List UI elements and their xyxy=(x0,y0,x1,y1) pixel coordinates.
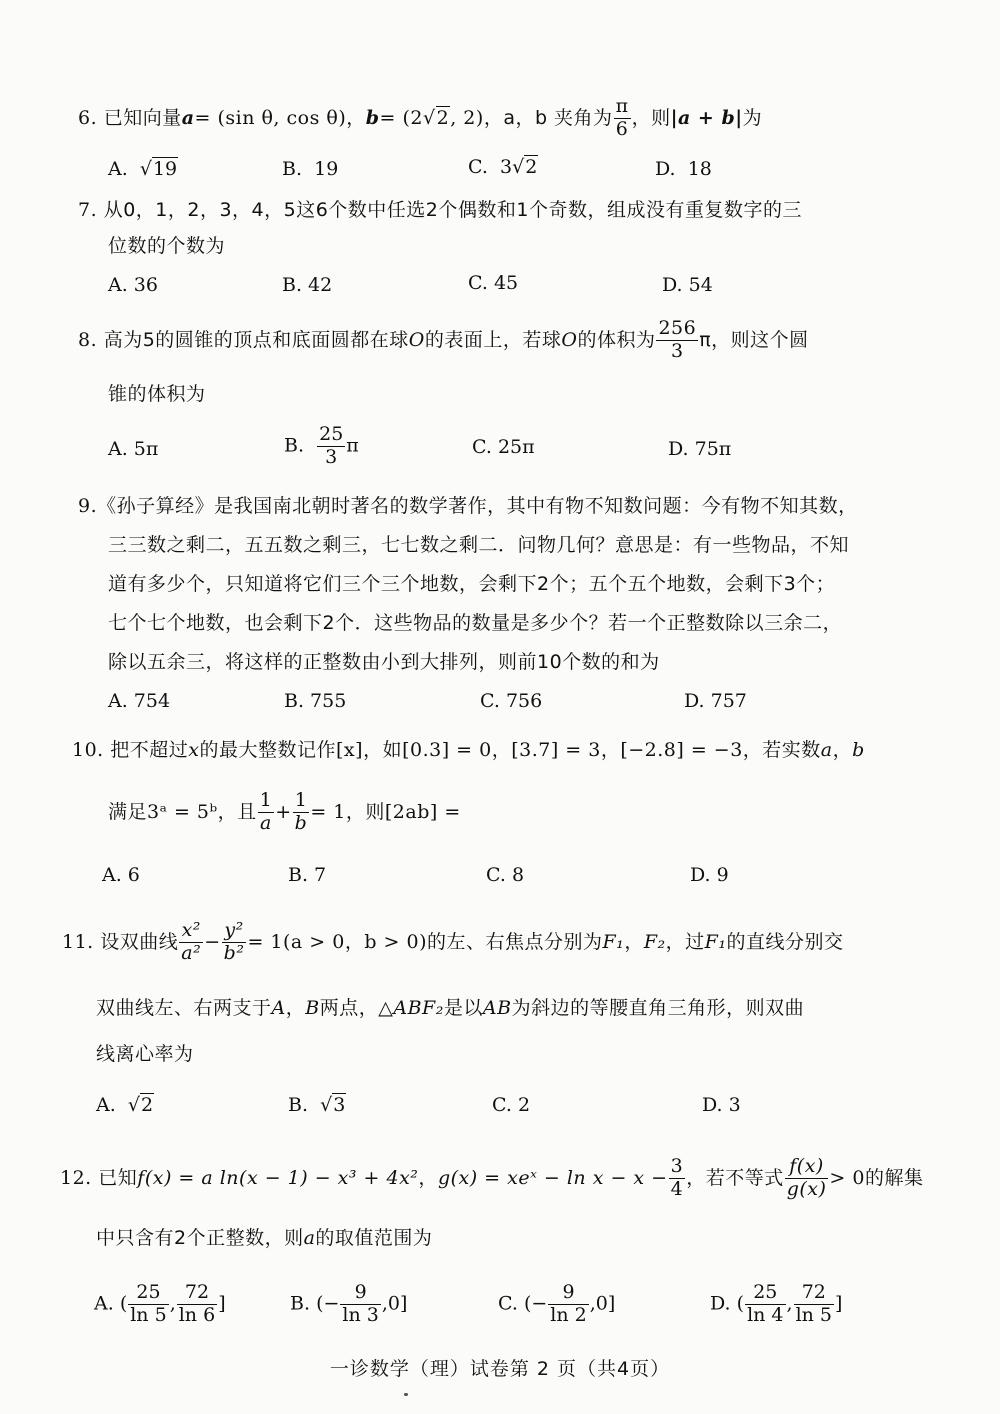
q12-a-comma: , xyxy=(169,1292,176,1315)
q12-b-d1: ln 3 xyxy=(342,1303,379,1326)
q10-line2-mid: ，且 xyxy=(217,800,257,823)
q10-option-a: A. 6 xyxy=(102,864,140,886)
q8-line1 xyxy=(78,318,809,363)
q7-line1-text: 从0，1，2，3，4，5这6个数中任选2个偶数和1个奇数，组成没有重复数字的三 xyxy=(103,199,802,221)
q10-examples: ，如[0.3] = 0，[3.7] = 3，[−2.8] = −3，若实数 xyxy=(363,739,821,761)
q10-option-b: B. 7 xyxy=(288,864,327,886)
q6-option-d xyxy=(655,158,712,180)
q6-stem xyxy=(78,96,762,141)
q8-b-den: 3 xyxy=(325,445,338,468)
q12-gdef: g(x) = xeˣ − ln x − x − xyxy=(437,1166,668,1189)
q7-line1 xyxy=(78,198,802,224)
q12-c-n1: 9 xyxy=(548,1282,588,1305)
q8-option-c: C. 25π xyxy=(472,436,535,458)
q6-option-b xyxy=(282,158,338,180)
q8-option-d: D. 75π xyxy=(668,438,732,460)
q12-option-d xyxy=(710,1282,842,1327)
q7-option-c: C. 45 xyxy=(468,272,519,294)
q9-line2: 三三数之剩二，五五数之剩三，七七数之剩二．问物几何？意思是：有一些物品，不知 xyxy=(108,534,850,556)
q12-line1 xyxy=(60,1156,923,1201)
q8-line1-pre: 高为5的圆锥的顶点和底面圆都在球 xyxy=(103,328,409,351)
q11-line2-mid2: 是以 xyxy=(443,997,483,1019)
q12-g-den: 4 xyxy=(670,1177,684,1200)
q9-option-d: D. 757 xyxy=(684,690,747,712)
q11-line2 xyxy=(96,996,804,1022)
q10-line1-pre: 把不超过 xyxy=(110,739,189,761)
q10-line1-mid: 的最大整数记作 xyxy=(199,739,337,761)
q12-fdef: f(x) = a ln(x − 1) − x³ + 4x² xyxy=(137,1166,419,1189)
q11-ab: AB xyxy=(482,997,512,1019)
q10-comma: ， xyxy=(832,739,853,761)
q9-line1 xyxy=(78,494,858,520)
q11-line1 xyxy=(62,920,843,965)
q8-o1: O xyxy=(408,328,425,351)
q6-option-c: C. 3√2 xyxy=(468,156,538,178)
q6-c-pre: 3 xyxy=(500,156,513,178)
q8-line1-post: π，则这个圆 xyxy=(699,328,809,351)
q9-line3: 道有多少个，只知道将它们三个三个地数，会剩下2个；五个五个地数，会剩下3个； xyxy=(108,573,836,595)
q10-b: b xyxy=(852,739,865,761)
q11-option-a: A. √2 xyxy=(96,1094,154,1116)
q8-vol-den: 3 xyxy=(671,339,684,362)
q11-point-a: A xyxy=(271,997,286,1019)
q10-line2-tail: [2ab] = xyxy=(384,800,461,823)
q12-option-a xyxy=(94,1282,226,1327)
q11-sep: ， xyxy=(624,930,644,953)
q10-line1 xyxy=(72,738,865,764)
q11-option-b: B. √3 xyxy=(288,1094,346,1116)
q6-d-val: 18 xyxy=(687,158,712,180)
q10-f1-num: 1 xyxy=(259,789,273,811)
q12-b-open: (− xyxy=(316,1292,340,1315)
q8-line2: 锥的体积为 xyxy=(108,383,206,405)
q8-b-label: B. xyxy=(284,434,305,457)
q10-eq: 3ᵃ = 5ᵇ xyxy=(147,800,218,823)
q6-c-label: C. xyxy=(468,156,488,178)
q10-plus: + xyxy=(275,800,292,823)
q8-number: 8. xyxy=(78,328,98,351)
q12-sep: ， xyxy=(418,1166,438,1189)
page-footer: 一诊数学（理）试卷第 2 页（共4页） xyxy=(329,1358,671,1380)
q6-a-rad: 19 xyxy=(152,158,178,180)
q12-c-d1: ln 2 xyxy=(550,1303,587,1326)
q10-line2-pre: 满足 xyxy=(108,800,148,823)
q6-mid: ，a，b 夹角为 xyxy=(483,106,613,129)
q11-line1-pre: 设双曲线 xyxy=(100,930,179,953)
q12-a-open: ( xyxy=(119,1292,128,1315)
q6-sep: ， xyxy=(346,106,366,129)
q8-line1-mid2: 的体积为 xyxy=(577,328,656,351)
q6-prefix: 已知向量 xyxy=(103,106,182,129)
q8-line1-mid: 的表面上，若球 xyxy=(424,328,562,351)
q11-b-rad: 3 xyxy=(333,1094,346,1116)
q12-d-label: D. xyxy=(710,1292,731,1315)
q11-cond: = 1(a > 0，b > 0) xyxy=(247,930,427,953)
q10-a: a xyxy=(820,739,833,761)
q6-b-label: B. xyxy=(282,158,303,180)
q11-option-d: D. 3 xyxy=(702,1094,741,1116)
q12-line1-pre: 已知 xyxy=(98,1166,138,1189)
q12-d-comma: , xyxy=(786,1292,793,1315)
q8-o2: O xyxy=(561,328,578,351)
q11-triangle: △ABF₂ xyxy=(378,997,444,1019)
q11-minus: − xyxy=(204,930,221,953)
q12-ineq-num: f(x) xyxy=(785,1156,829,1179)
q12-b-close: ,0] xyxy=(381,1292,408,1315)
q12-a-n2: 72 xyxy=(177,1282,217,1305)
q12-line2 xyxy=(96,1226,432,1252)
q12-line1-end: 的解集 xyxy=(864,1166,924,1189)
q6-c-rad: 2 xyxy=(525,156,538,178)
q10-f2-den: b xyxy=(294,811,308,834)
q11-sep2: ， xyxy=(285,997,306,1019)
q12-d-n2: 72 xyxy=(794,1282,834,1305)
q6-tail-post: 为 xyxy=(742,106,763,129)
q11-f2: F₂ xyxy=(643,930,666,953)
q6-option-a: A. √19 xyxy=(108,158,178,180)
q12-c-close: ,0] xyxy=(589,1292,616,1315)
q11-point-b: B xyxy=(305,997,320,1019)
q11-line1-post2: ，过 xyxy=(665,930,705,953)
q8-volume-frac xyxy=(656,318,698,363)
q12-line2-end: 的取值范围为 xyxy=(315,1227,433,1249)
q12-ineq-post: > 0 xyxy=(829,1166,865,1189)
q6-eq-b-pre: = (2 xyxy=(379,106,424,129)
q10-x: x xyxy=(188,739,200,761)
q12-b-label: B. xyxy=(290,1292,311,1315)
q11-fy-den: b² xyxy=(223,941,245,964)
scan-speck xyxy=(404,1393,408,1396)
q9-line4: 七个七个地数，也会剩下2个．这些物品的数量是多少个？若一个正整数除以三余二， xyxy=(108,612,843,634)
q6-b-val: 19 xyxy=(314,158,339,180)
q11-line2-pre: 双曲线左、右两支于 xyxy=(96,997,272,1019)
q6-eq-b-post: , 2) xyxy=(450,106,484,129)
q6-angle-num: π xyxy=(615,95,629,117)
q12-a-n1: 25 xyxy=(128,1282,168,1305)
q10-bracket-x: [x] xyxy=(336,739,364,761)
q9-number: 9. xyxy=(78,495,98,517)
q11-b-label: B. xyxy=(288,1094,309,1116)
q6-tail-pre: ，则 xyxy=(631,106,671,129)
q12-a-close: ] xyxy=(218,1292,226,1315)
q12-g-num: 3 xyxy=(670,1155,684,1177)
q11-number: 11. xyxy=(62,930,94,953)
q7-number: 7. xyxy=(78,199,98,221)
q8-vol-num: 256 xyxy=(658,317,697,339)
q10-line2-eq: = 1，则 xyxy=(310,800,385,823)
q6-tail-expr: |a + b| xyxy=(670,106,743,129)
q11-f1b: F₁ xyxy=(704,930,727,953)
q12-option-b xyxy=(290,1282,407,1327)
q9-option-c: C. 756 xyxy=(480,690,543,712)
q12-d-n1: 25 xyxy=(745,1282,785,1305)
q12-a-label: A. xyxy=(94,1292,114,1315)
q11-line1-end: 的直线分别交 xyxy=(726,930,844,953)
q6-angle-den: 6 xyxy=(615,117,629,140)
q11-option-c: C. 2 xyxy=(492,1094,531,1116)
q11-line1-post: 的左、右焦点分别为 xyxy=(426,930,603,953)
q12-d-d1: ln 4 xyxy=(747,1303,784,1326)
q11-a-label: A. xyxy=(96,1094,116,1116)
q10-option-c: C. 8 xyxy=(486,864,525,886)
q6-sqrt: √2 xyxy=(423,106,450,129)
q6-eq-a: = (sin θ, cos θ) xyxy=(194,106,347,129)
q11-f1: F₁ xyxy=(602,930,625,953)
q11-fx-num: x² xyxy=(179,920,203,943)
q6-vec-b: b xyxy=(365,106,380,129)
q7-option-a: A. 36 xyxy=(108,274,158,296)
q12-b-n1: 9 xyxy=(340,1282,380,1305)
q6-vec-a: a xyxy=(181,106,195,129)
q6-d-label: D. xyxy=(655,158,676,180)
q9-line1-text: 《孙子算经》是我国南北朝时著名的数学著作，其中有物不知数问题：今有物不知其数， xyxy=(97,495,858,517)
q7-option-b: B. 42 xyxy=(282,274,333,296)
q11-line3: 线离心率为 xyxy=(96,1043,194,1065)
q9-line5: 除以五余三，将这样的正整数由小到大排列，则前10个数的和为 xyxy=(108,651,660,673)
q8-option-b xyxy=(284,424,359,469)
q6-a-label: A. xyxy=(108,158,128,180)
q9-option-a: A. 754 xyxy=(108,690,171,712)
q6-angle xyxy=(614,96,631,141)
q10-number: 10. xyxy=(72,739,104,761)
q12-c-open: (− xyxy=(523,1292,548,1315)
q11-fy-num: y² xyxy=(222,920,247,943)
q12-d-d2: ln 5 xyxy=(795,1303,833,1326)
q7-line2: 位数的个数为 xyxy=(108,235,226,257)
q12-ineq-den: g(x) xyxy=(786,1177,827,1200)
q12-d-open: ( xyxy=(736,1292,745,1315)
q6-eq-b-rad: 2 xyxy=(436,106,450,129)
q10-option-d: D. 9 xyxy=(690,864,729,886)
q12-a-d2: ln 6 xyxy=(178,1303,216,1326)
q12-line2-pre: 中只含有2个正整数，则 xyxy=(96,1227,304,1249)
q11-fx-den: a² xyxy=(181,941,202,964)
q7-option-d: D. 54 xyxy=(662,274,713,296)
q12-number: 12. xyxy=(60,1166,92,1189)
q8-b-post: π xyxy=(346,434,359,457)
q12-line1-mid: ，若不等式 xyxy=(686,1166,784,1189)
q12-c-label: C. xyxy=(498,1292,518,1315)
q11-line2-mid: 两点， xyxy=(319,997,379,1019)
q11-line2-end: 为斜边的等腰直角三角形，则双曲 xyxy=(511,997,805,1019)
q10-line2 xyxy=(108,790,461,835)
q10-f1-den: a xyxy=(260,811,272,834)
q12-a: a xyxy=(303,1227,316,1249)
q12-option-c xyxy=(498,1282,615,1327)
q11-a-rad: 2 xyxy=(140,1094,154,1116)
q8-option-a: A. 5π xyxy=(108,438,159,460)
q6-number: 6. xyxy=(78,106,98,129)
q8-b-num: 25 xyxy=(319,423,344,445)
q12-a-d1: ln 5 xyxy=(130,1303,167,1326)
q9-option-b: B. 755 xyxy=(284,690,347,712)
q10-f2-num: 1 xyxy=(293,790,310,813)
q12-d-close: ] xyxy=(835,1292,843,1315)
